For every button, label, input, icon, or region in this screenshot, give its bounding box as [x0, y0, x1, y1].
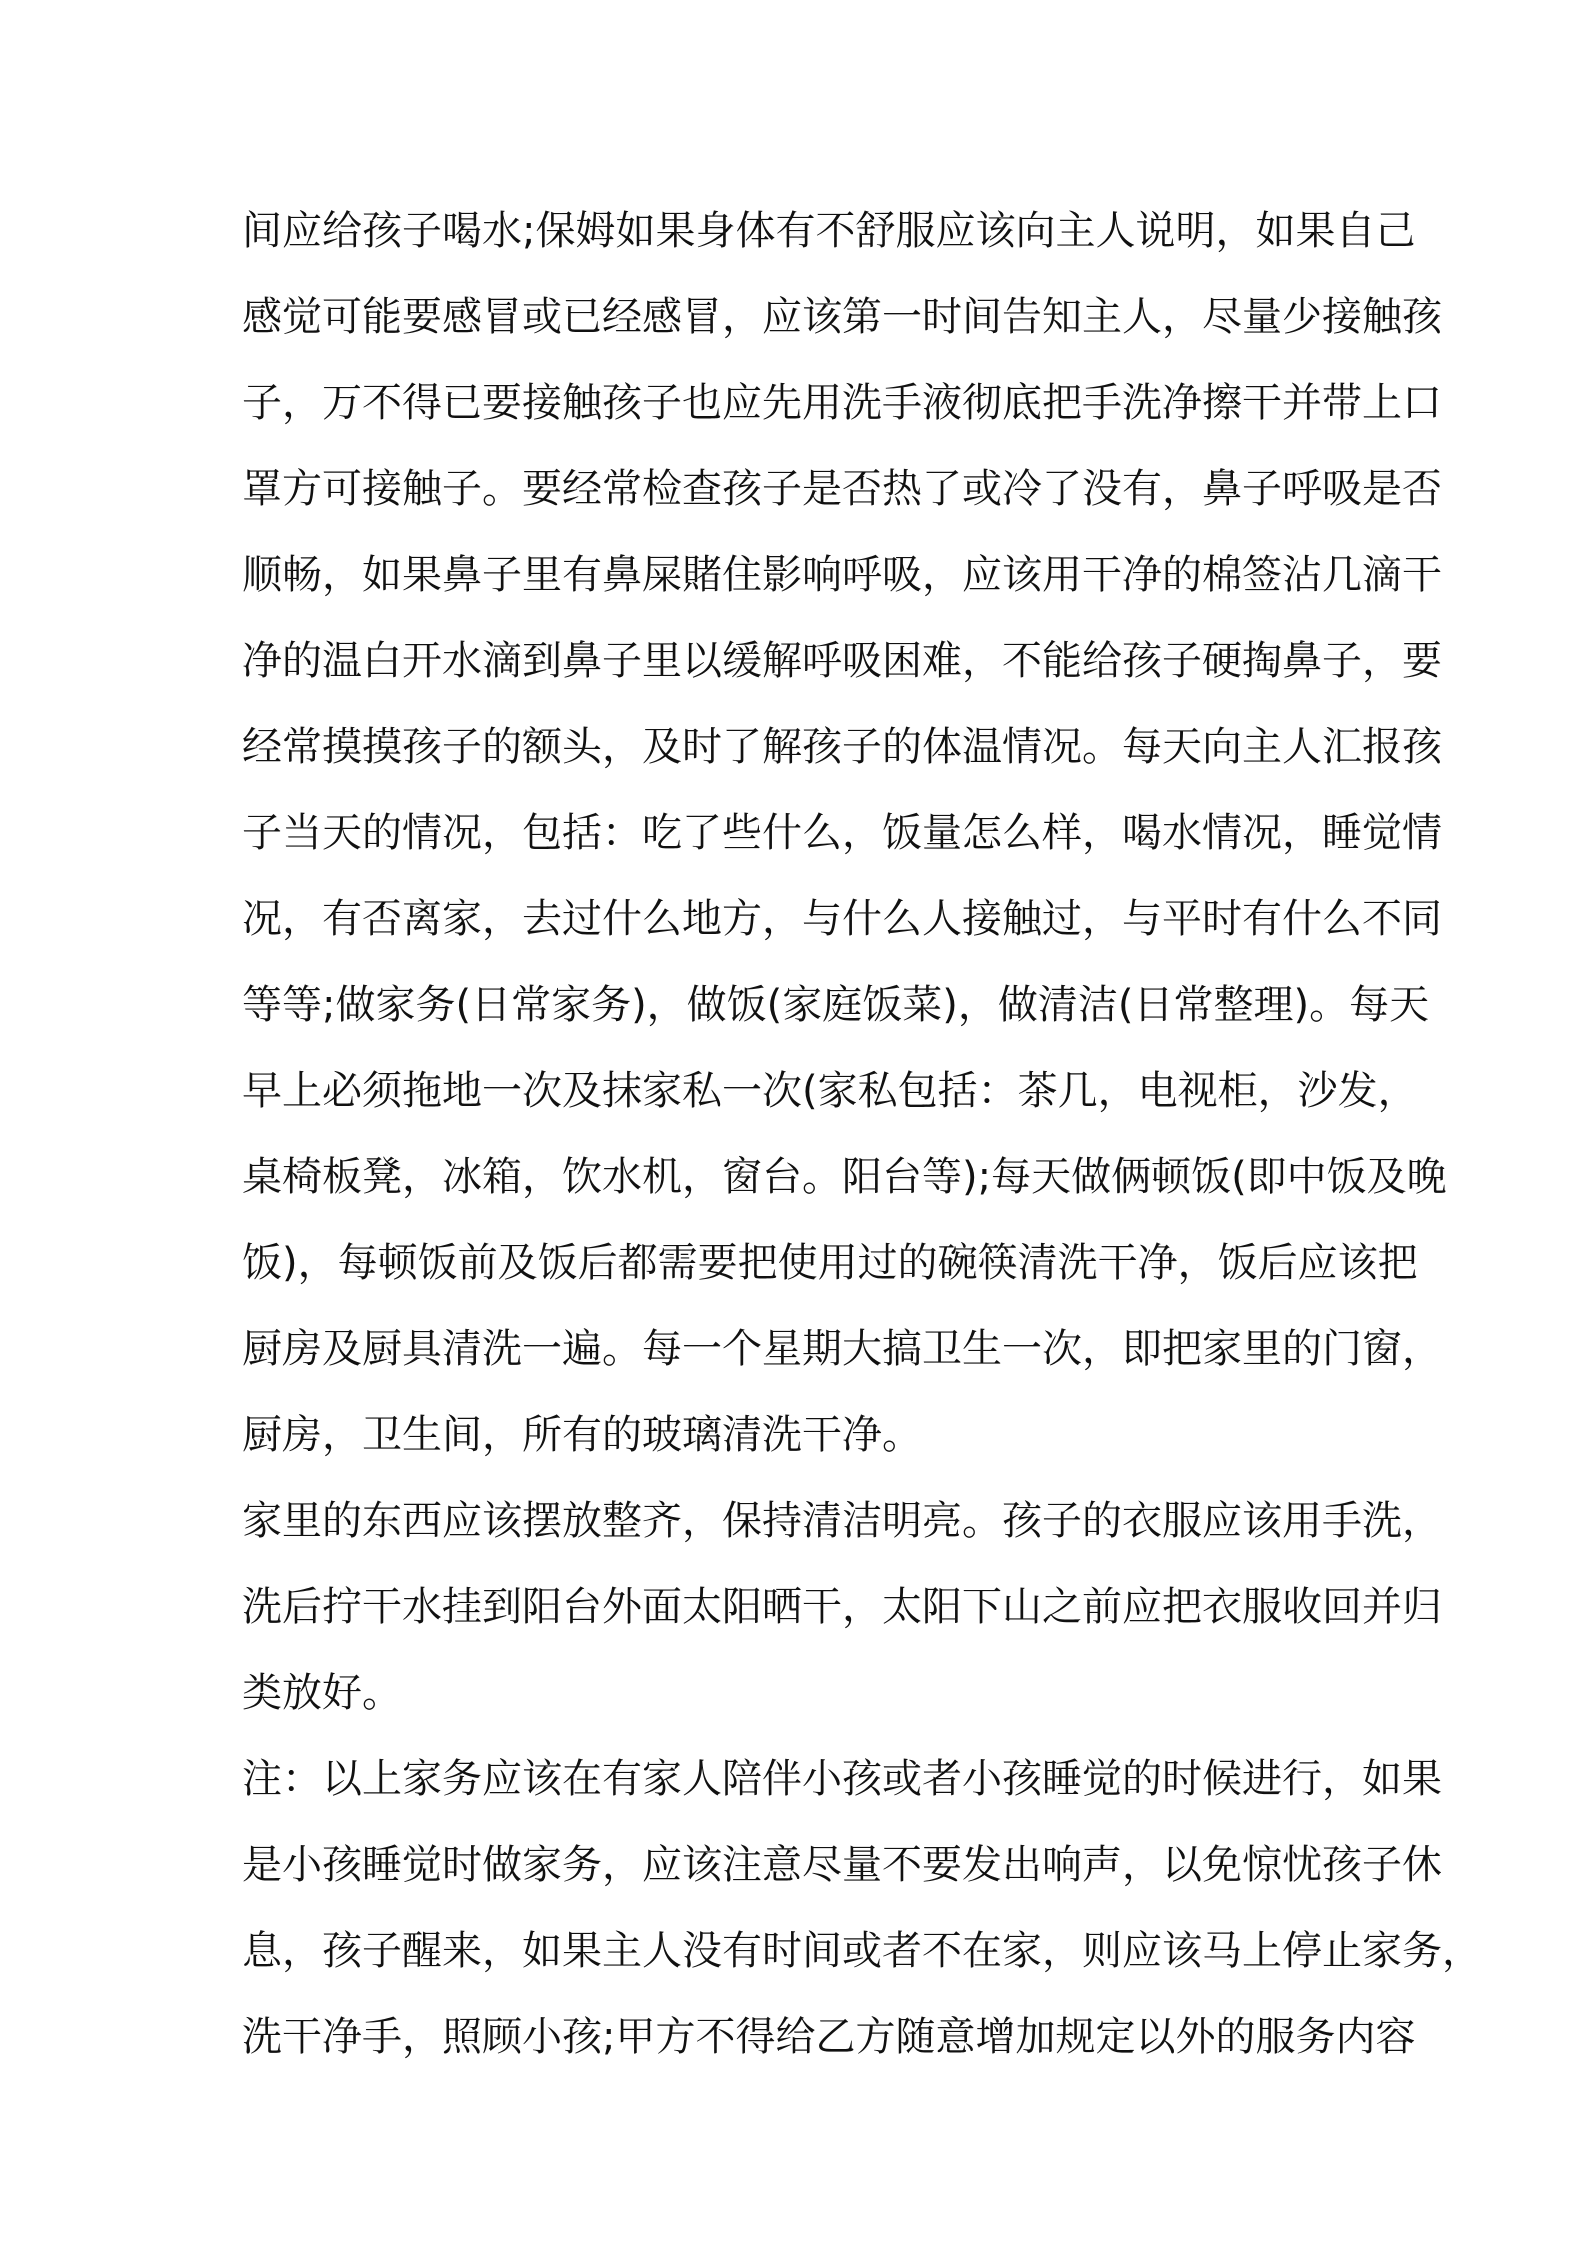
text-line: 厨房及厨具清洗一遍。每一个星期大搞卫生一次，即把家里的门窗， — [242, 1326, 1442, 1372]
body-text — [242, 188, 1482, 2080]
text-line: 厨房，卫生间，所有的玻璃清洗干净。 — [242, 1412, 922, 1458]
text-line: 况，有否离家，去过什么地方，与什么人接触过，与平时有什么不同 — [242, 896, 1442, 942]
text-line: 饭)，每顿饭前及饭后都需要把使用过的碗筷清洗干净，饭后应该把 — [242, 1240, 1418, 1286]
text-line: 注：以上家务应该在有家人陪伴小孩或者小孩睡觉的时候进行，如果 — [242, 1756, 1442, 1802]
text-line: 间应给孩子喝水;保姆如果身体有不舒服应该向主人说明，如果自己 — [242, 208, 1416, 254]
text-line: 等等;做家务(日常家务)，做饭(家庭饭菜)，做清洁(日常整理)。每天 — [242, 982, 1430, 1028]
text-line: 罩方可接触子。要经常检查孩子是否热了或冷了没有，鼻子呼吸是否 — [242, 466, 1442, 512]
text-line: 洗干净手，照顾小孩;甲方不得给乙方随意增加规定以外的服务内容 — [242, 2014, 1416, 2060]
text-line: 是小孩睡觉时做家务，应该注意尽量不要发出响声，以免惊忧孩子休 — [242, 1842, 1442, 1888]
text-line: 息，孩子醒来，如果主人没有时间或者不在家，则应该马上停止家务， — [242, 1928, 1482, 1974]
text-line: 家里的东西应该摆放整齐，保持清洁明亮。孩子的衣服应该用手洗， — [242, 1498, 1442, 1544]
text-line: 感觉可能要感冒或已经感冒，应该第一时间告知主人，尽量少接触孩 — [242, 294, 1442, 340]
text-line: 子，万不得已要接触孩子也应先用洗手液彻底把手洗净擦干并带上口 — [242, 380, 1442, 426]
text-line: 经常摸摸孩子的额头，及时了解孩子的体温情况。每天向主人汇报孩 — [242, 724, 1442, 770]
text-line: 净的温白开水滴到鼻子里以缓解呼吸困难，不能给孩子硬掏鼻子，要 — [242, 638, 1442, 684]
text-line: 早上必须拖地一次及抹家私一次(家私包括：茶几，电视柜，沙发， — [242, 1068, 1418, 1114]
text-line: 洗后拧干水挂到阳台外面太阳晒干，太阳下山之前应把衣服收回并归 — [242, 1584, 1442, 1630]
text-line: 顺畅，如果鼻子里有鼻屎賭住影响呼吸，应该用干净的棉签沾几滴干 — [242, 552, 1442, 598]
text-line: 类放好。 — [242, 1670, 402, 1716]
text-line: 桌椅板凳，冰箱，饮水机，窗台。阳台等);每天做俩顿饭(即中饭及晚 — [242, 1154, 1447, 1200]
text-line: 子当天的情况，包括：吃了些什么，饭量怎么样，喝水情况，睡觉情 — [242, 810, 1442, 856]
